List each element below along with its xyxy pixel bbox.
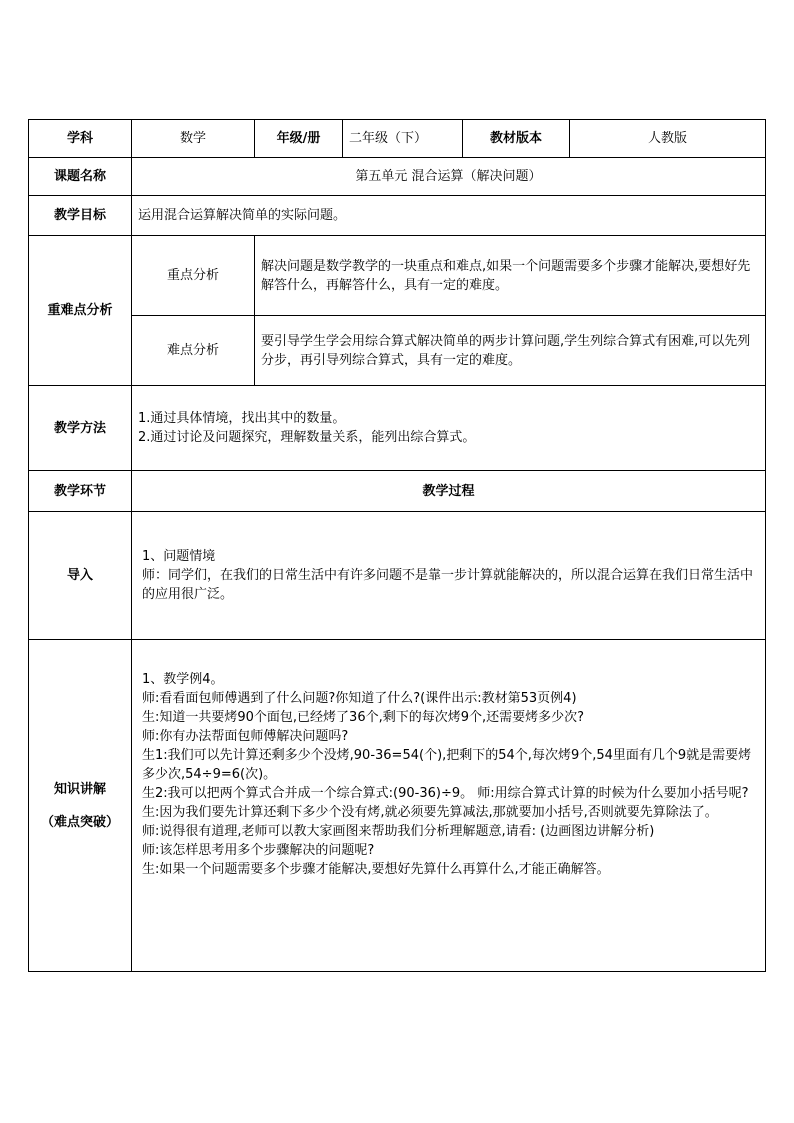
objective-row [29,196,766,236]
process-header-value: 教学过程 [132,471,766,512]
knowledge-content [132,640,766,972]
key-point-text: 解决问题是数学教学的一块重点和难点,如果一个问题需要多个步骤才能解决,要想好先解答什么，再解答什么，具有一定的难度。 [255,236,766,316]
knowledge-line: 师:看看面包师傅遇到了什么问题?你知道了什么?(课件出示:教材第53页例4) [142,691,577,706]
knowledge-label-cell [29,640,132,972]
lesson-plan-table [28,119,766,972]
knowledge-line: 生2:我可以把两个算式合并成一个综合算式:(90-36)÷9。 师:用综合算式计算的时候为什么要加小括号呢? 生:因为我们要先计算还剩下多少个没有烤,就必须要先算减法,那就要加小括号,否则就要先算除法了。 [142,786,749,820]
difficulty-label: 难点分析 [132,316,255,386]
knowledge-sublabel: （难点突破） [40,814,119,830]
key-point-row [29,236,766,316]
knowledge-line: 生:知道一共要烤90个面包,已经烤了36个,剩下的每次烤9个,还需要烤多少次? [142,710,585,725]
grade-label: 年级/册 [255,120,343,158]
intro-line: 师：同学们，在我们的日常生活中有许多问题不是靠一步计算就能解决的，所以混合运算在我们日常生活中的应用很广泛。 [142,568,754,602]
subject-value: 数学 [132,120,255,158]
knowledge-line: 1、教学例4。 [142,672,224,687]
grade-value: 二年级（下） [343,120,463,158]
method-row [29,386,766,471]
objective-value: 运用混合运算解决简单的实际问题。 [132,196,766,236]
subject-label: 学科 [29,120,132,158]
topic-row [29,158,766,196]
knowledge-line: 师:说得很有道理,老师可以教大家画图来帮助我们分析理解题意,请看: (边画图边讲解分析) [142,824,655,839]
header-row [29,120,766,158]
topic-label: 课题名称 [29,158,132,196]
key-point-label: 重点分析 [132,236,255,316]
method-content [132,386,766,471]
intro-line: 1、问题情境 [142,549,216,564]
knowledge-label: 知识讲解 [53,781,106,797]
intro-row [29,512,766,640]
edition-value: 人教版 [570,120,766,158]
objective-label: 教学目标 [29,196,132,236]
analysis-label: 重难点分析 [29,236,132,386]
difficulty-row [29,316,766,386]
method-line: 1.通过具体情境，找出其中的数量。 [138,411,346,426]
topic-value: 第五单元 混合运算（解决问题） [132,158,766,196]
intro-content [132,512,766,640]
process-header-row [29,471,766,512]
knowledge-line: 师:该怎样思考用多个步骤解决的问题呢? [142,843,375,858]
knowledge-line: 生1:我们可以先计算还剩多少个没烤,90-36=54(个),把剩下的54个,每次烤9个,54里面有几个9就是需要烤多少次,54÷9=6(次)。 [142,748,752,782]
intro-label: 导入 [29,512,132,640]
process-stage-label: 教学环节 [29,471,132,512]
method-label: 教学方法 [29,386,132,471]
difficulty-text: 要引导学生学会用综合算式解决简单的两步计算问题,学生列综合算式有困难,可以先列分步，再引导列综合算式，具有一定的难度。 [255,316,766,386]
knowledge-line: 生:如果一个问题需要多个步骤才能解决,要想好先算什么再算什么,才能正确解答。 [142,862,610,877]
knowledge-row [29,640,766,972]
knowledge-line: 师:你有办法帮面包师傅解决问题吗? [142,729,349,744]
edition-label: 教材版本 [463,120,570,158]
method-line: 2.通过讨论及问题探究，理解数量关系，能列出综合算式。 [138,430,476,445]
